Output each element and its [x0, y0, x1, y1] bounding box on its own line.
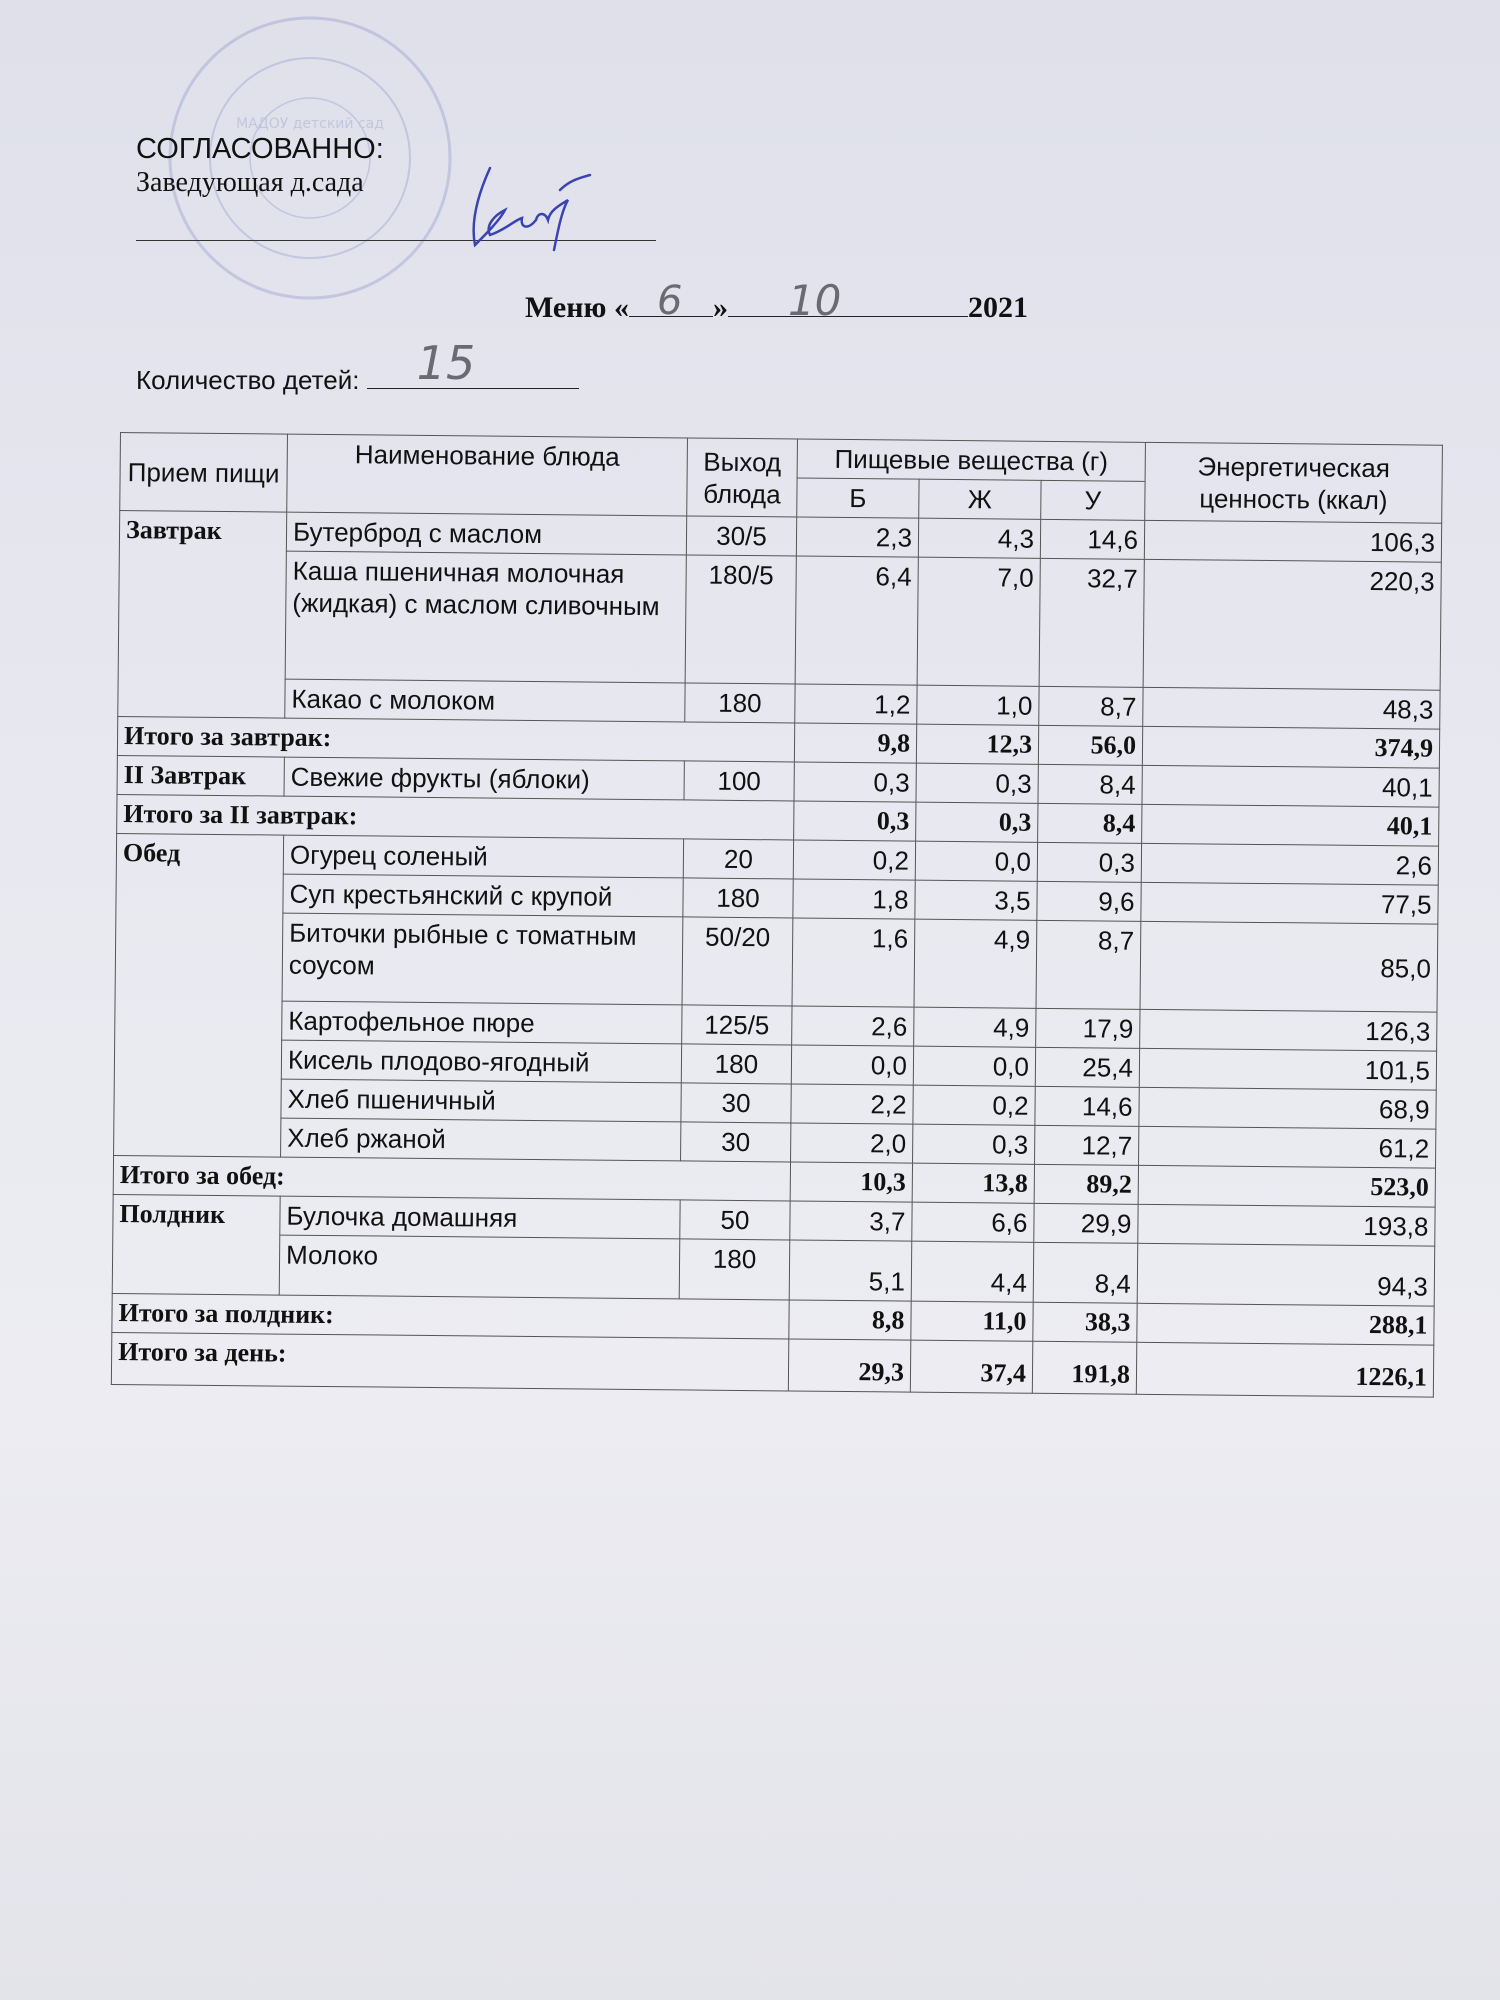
dish-kcal: 106,3: [1144, 520, 1441, 562]
dish-proteins: 2,0: [791, 1123, 913, 1163]
dish-output: 20: [683, 839, 793, 879]
children-count-label: Количество детей:: [136, 365, 360, 395]
menu-title-prefix: Меню «: [525, 291, 629, 324]
day-total-kcal: 1226,1: [1136, 1342, 1433, 1397]
dish-kcal: 40,1: [1142, 765, 1439, 807]
total-fats: 0,3: [916, 802, 1038, 842]
dish-proteins: 3,7: [790, 1201, 912, 1241]
children-count-line: [136, 336, 579, 396]
dish-fats: 0,3: [916, 763, 1038, 803]
dish-name: Картофельное пюре: [282, 1001, 682, 1044]
total-carbs: 38,3: [1033, 1302, 1137, 1342]
dish-output: 180: [679, 1239, 790, 1300]
header-meal: Прием пищи: [120, 433, 288, 513]
dish-name: Суп крестьянский с крупой: [283, 874, 683, 917]
dish-carbs: 8,4: [1038, 764, 1142, 804]
dish-kcal: 220,3: [1143, 559, 1441, 690]
dish-output: 30: [681, 1083, 791, 1123]
handwritten-children-count: 15: [416, 336, 476, 390]
header-energy: Энергетическая ценность (ккал): [1145, 442, 1443, 523]
meal-lunch: Обед: [114, 833, 284, 1157]
total-proteins: 10,3: [790, 1162, 912, 1202]
dish-proteins: 2,2: [791, 1084, 913, 1124]
dish-carbs: 14,6: [1040, 519, 1144, 559]
day-total-carbs: 191,8: [1032, 1341, 1136, 1394]
total-carbs: 56,0: [1038, 725, 1142, 765]
dish-fats: 7,0: [917, 557, 1040, 686]
handwritten-signature: [450, 150, 600, 260]
total-kcal: 523,0: [1138, 1165, 1435, 1207]
total-label: Итого за II завтрак:: [117, 794, 794, 839]
approval-block: [136, 133, 384, 199]
dish-output: 180/5: [685, 555, 796, 684]
dish-output: 180: [683, 878, 793, 918]
dish-proteins: 0,0: [791, 1045, 913, 1085]
dish-name: Кисель плодово-ягодный: [281, 1040, 681, 1083]
approved-label: СОГЛАСОВАННО:: [136, 133, 384, 165]
dish-fats: 6,6: [912, 1202, 1034, 1242]
handwritten-day: 6: [656, 278, 683, 324]
dish-proteins: 6,4: [795, 556, 918, 685]
dish-fats: 0,0: [913, 1046, 1035, 1086]
menu-title-year: 2021: [967, 291, 1028, 324]
dish-kcal: 94,3: [1137, 1243, 1435, 1306]
dish-proteins: 5,1: [789, 1240, 912, 1301]
dish-kcal: 68,9: [1139, 1087, 1436, 1129]
total-kcal: 374,9: [1142, 726, 1439, 768]
dish-output: 50: [680, 1200, 790, 1240]
dish-fats: 3,5: [915, 880, 1037, 920]
dish-name: Биточки рыбные с томатным соусом: [282, 913, 683, 1005]
dish-fats: 4,4: [911, 1241, 1034, 1302]
dish-name: Хлеб ржаной: [281, 1118, 681, 1161]
dish-kcal: 101,5: [1139, 1048, 1436, 1090]
dish-carbs: 32,7: [1039, 558, 1144, 687]
dish-carbs: 29,9: [1034, 1203, 1138, 1243]
dish-name: Свежие фрукты (яблоки): [284, 757, 684, 800]
dish-proteins: 1,6: [792, 918, 915, 1007]
total-proteins: 0,3: [794, 801, 916, 841]
dish-carbs: 12,7: [1035, 1125, 1139, 1165]
dish-carbs: 25,4: [1035, 1047, 1139, 1087]
meal-breakfast: Завтрак: [118, 511, 287, 719]
dish-kcal: 2,6: [1141, 843, 1438, 885]
dish-carbs: 17,9: [1036, 1008, 1140, 1048]
total-proteins: 8,8: [789, 1300, 911, 1340]
dish-kcal: 193,8: [1138, 1204, 1435, 1246]
header-nutrients: Пищевые вещества (г): [797, 439, 1145, 481]
total-label: Итого за обед:: [113, 1155, 790, 1200]
dish-output: 30: [681, 1122, 791, 1162]
dish-kcal: 126,3: [1140, 1009, 1437, 1051]
dish-carbs: 8,4: [1033, 1242, 1138, 1303]
dish-fats: 0,3: [913, 1124, 1035, 1164]
total-label: Итого за полдник:: [112, 1293, 789, 1338]
dish-kcal: 85,0: [1140, 921, 1438, 1012]
handwritten-month: 10: [787, 276, 842, 325]
dish-proteins: 2,3: [796, 517, 918, 557]
header-proteins: Б: [797, 478, 919, 518]
dish-name: Огурец соленый: [283, 835, 683, 878]
dish-output: 125/5: [682, 1005, 792, 1045]
dish-name: Булочка домашняя: [280, 1196, 680, 1239]
total-carbs: 8,4: [1038, 803, 1142, 843]
dish-fats: 4,9: [914, 919, 1037, 1008]
dish-name: Молоко: [279, 1235, 680, 1299]
day-total-proteins: 29,3: [788, 1339, 910, 1392]
day-total-label: Итого за день:: [111, 1332, 788, 1390]
dish-carbs: 14,6: [1035, 1086, 1139, 1126]
dish-carbs: 8,7: [1039, 686, 1143, 726]
dish-proteins: 2,6: [792, 1006, 914, 1046]
header-carbs: У: [1041, 480, 1145, 520]
dish-proteins: 0,2: [793, 840, 915, 880]
dish-fats: 1,0: [917, 685, 1039, 725]
dish-proteins: 0,3: [794, 762, 916, 802]
dish-proteins: 1,2: [795, 684, 917, 724]
dish-carbs: 9,6: [1037, 881, 1141, 921]
dish-kcal: 61,2: [1139, 1126, 1436, 1168]
dish-kcal: 48,3: [1143, 687, 1440, 729]
total-fats: 12,3: [916, 724, 1038, 764]
dish-carbs: 0,3: [1037, 842, 1141, 882]
dish-kcal: 77,5: [1141, 882, 1438, 924]
dish-fats: 4,3: [918, 518, 1040, 558]
menu-table-wrapper: [111, 432, 1442, 1398]
dish-name: Какао с молоком: [285, 679, 685, 722]
dish-output: 50/20: [682, 917, 793, 1006]
menu-table: [111, 432, 1443, 1398]
day-total-fats: 37,4: [910, 1340, 1032, 1393]
position-label: Заведующая д.сада: [136, 167, 364, 198]
dish-proteins: 1,8: [793, 879, 915, 919]
total-proteins: 9,8: [794, 723, 916, 763]
dish-output: 30/5: [686, 516, 796, 556]
total-fats: 13,8: [912, 1163, 1034, 1203]
header-dish: Наименование блюда: [287, 434, 688, 516]
total-kcal: 288,1: [1137, 1303, 1434, 1345]
total-kcal: 40,1: [1142, 804, 1439, 846]
dish-output: 180: [681, 1044, 791, 1084]
dish-name: Каша пшеничная молочная (жидкая) с маслом сливочным: [285, 551, 686, 683]
menu-title-separator: »: [712, 291, 728, 324]
table-row: [118, 549, 1441, 690]
dish-fats: 4,9: [914, 1007, 1036, 1047]
table-row: [115, 911, 1438, 1012]
total-label: Итого за завтрак:: [117, 716, 794, 761]
header-fats: Ж: [919, 479, 1041, 519]
meal-snack: Полдник: [112, 1194, 280, 1295]
dish-carbs: 8,7: [1036, 920, 1141, 1009]
table-header-row: [120, 433, 1442, 485]
menu-title: [525, 276, 1028, 325]
dish-fats: 0,0: [915, 841, 1037, 881]
total-fats: 11,0: [911, 1301, 1033, 1341]
header-output: Выход блюда: [687, 438, 798, 517]
dish-output: 180: [685, 683, 795, 723]
stamp-text: МАДОУ детский сад: [236, 116, 384, 132]
dish-output: 100: [684, 761, 794, 801]
meal-second-breakfast: II Завтрак: [117, 755, 284, 796]
dish-fats: 0,2: [913, 1085, 1035, 1125]
dish-name: Хлеб пшеничный: [281, 1079, 681, 1122]
total-carbs: 89,2: [1034, 1164, 1138, 1204]
dish-name: Бутерброд с маслом: [286, 512, 686, 555]
